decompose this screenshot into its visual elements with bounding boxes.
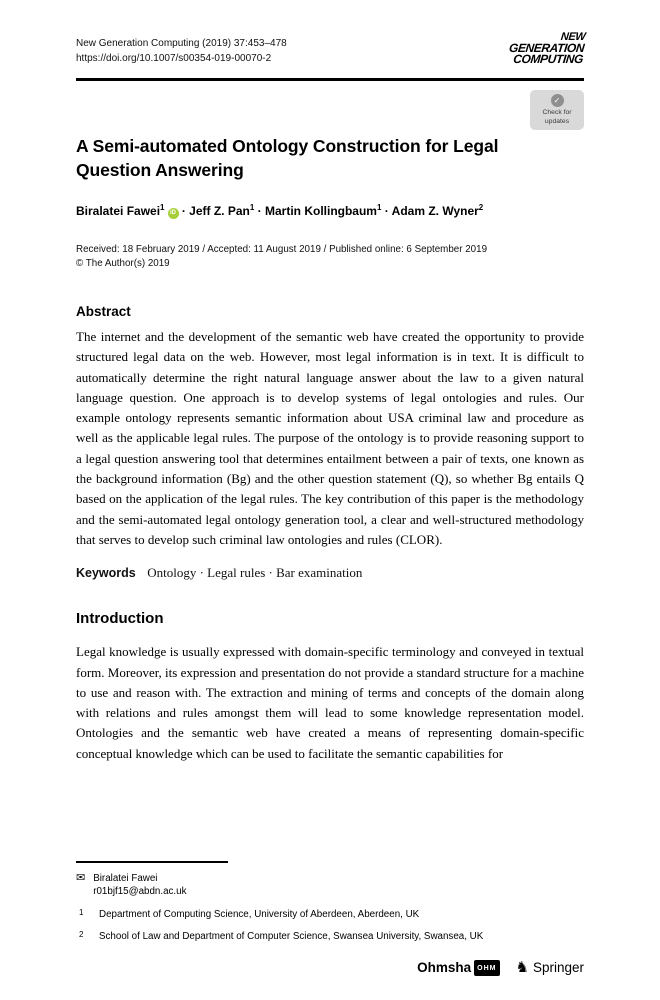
abstract-text: The internet and the development of the semantic web have created the opportunity to provide structured legal data on the web. However, most legal information is in text. It is difficult to automatically determine the right natural language answer about the law to a given natural language question. One approach is to develop systems of legal ontologies and rules. Our example ontology represents semantic information about USA criminal law and procedure as well as the applicable legal rules. The purpose of the ontology is to provide reasoning support to a legal question answering tool that determines entailment between a pair of texts, one known as the background information (Bg) and the other question statement (Q), so whether Bg entails Q based on the application of the legal rules. The key contribution of this paper is the methodology and the semi-automated legal ontology generation tool, a clear and well-structured methodology that serves to develop such criminal law ontologies and rules (CLOR). (76, 329, 584, 547)
ohmsha-logo (417, 960, 499, 977)
check-for-updates-label: Check for updates (542, 109, 572, 125)
author-separator: · (381, 204, 392, 218)
author-affiliation-ref: 1 (249, 203, 255, 212)
affiliation (76, 908, 584, 922)
crossmark-check-icon: ✓ (551, 94, 564, 107)
header-rule (76, 78, 584, 81)
doi-link[interactable]: https://doi.org/10.1007/s00354-019-00070-2 (76, 53, 272, 64)
introduction-text: Legal knowledge is usually expressed with domain-specific terminology and conveyed in textual form. Moreover, its expression and presentation do not provide a standard structure for a machine to use and reason with. The extraction and mining of terms and concepts of the domain along with relations and rules amongst them will lead to some knowledge representation model. Ontologies and the semantic web have created a means of representing domain-specific conceptual knowledge which can be used to facilitate the semantic capabilities for (76, 644, 584, 761)
journal-logo-line: NEW (560, 31, 586, 43)
journal-logo-line: COMPUTING (512, 52, 584, 66)
author-name: Martin Kollingbaum (264, 204, 377, 218)
footnote-area (76, 861, 584, 976)
correspondent-email[interactable]: r01bjf15@abdn.ac.uk (93, 886, 187, 897)
ohmsha-wordmark: Ohmsha (417, 960, 472, 975)
correspondent-name: Biralatei Fawei (93, 872, 158, 884)
journal-citation: New Generation Computing (2019) 37:453–478 (76, 38, 287, 49)
envelope-icon: ✉ (76, 871, 86, 884)
author-name: Biralatei Fawei (76, 204, 161, 218)
affiliation-text: Department of Computing Science, University of Aberdeen, Aberdeen, UK (99, 908, 420, 920)
author-name: Adam Z. Wyner (391, 204, 479, 218)
copyright-line: © The Author(s) 2019 (76, 258, 170, 269)
abstract-heading: Abstract (76, 304, 131, 319)
page-header (76, 0, 584, 66)
author-line (76, 203, 584, 219)
affiliation (76, 930, 584, 944)
correspondence-block (76, 872, 584, 899)
affiliation-text: School of Law and Department of Computer Science, Swansea University, Swansea, UK (99, 931, 484, 942)
footnote-rule (76, 861, 228, 863)
affiliation-number: 1 (79, 907, 84, 917)
check-for-updates-badge[interactable] (530, 90, 584, 130)
keywords-label: Keywords (76, 566, 136, 581)
springer-wordmark: Springer (532, 960, 584, 975)
author-separator: · (254, 204, 265, 218)
journal-logo (507, 32, 586, 65)
journal-logo-line: GENERATION (508, 41, 585, 55)
springer-logo (516, 960, 584, 975)
affiliation-number: 2 (79, 930, 84, 939)
author-affiliation-ref: 1 (376, 203, 382, 212)
section-heading-introduction: Introduction (76, 610, 164, 628)
author-name: Jeff Z. Pan (189, 204, 250, 218)
paper-title: A Semi-automated Ontology Construction for Legal Question Answering (76, 136, 499, 180)
author-affiliation-ref: 2 (478, 203, 484, 212)
author-affiliation-ref: 1 (160, 203, 165, 212)
author-separator: · (178, 204, 190, 218)
article-history: Received: 18 February 2019 / Accepted: 11 August 2019 / Published online: 6 September 2019 (76, 244, 488, 255)
publisher-row (76, 960, 584, 977)
springer-horse-icon: ♞ (515, 959, 529, 977)
affiliation-list (76, 908, 584, 944)
orcid-icon[interactable]: iD (168, 208, 179, 219)
ohmsha-mark-icon: OHM (474, 960, 499, 977)
keywords-values: Ontology · Legal rules · Bar examination (147, 565, 363, 581)
keywords-line (76, 565, 584, 581)
